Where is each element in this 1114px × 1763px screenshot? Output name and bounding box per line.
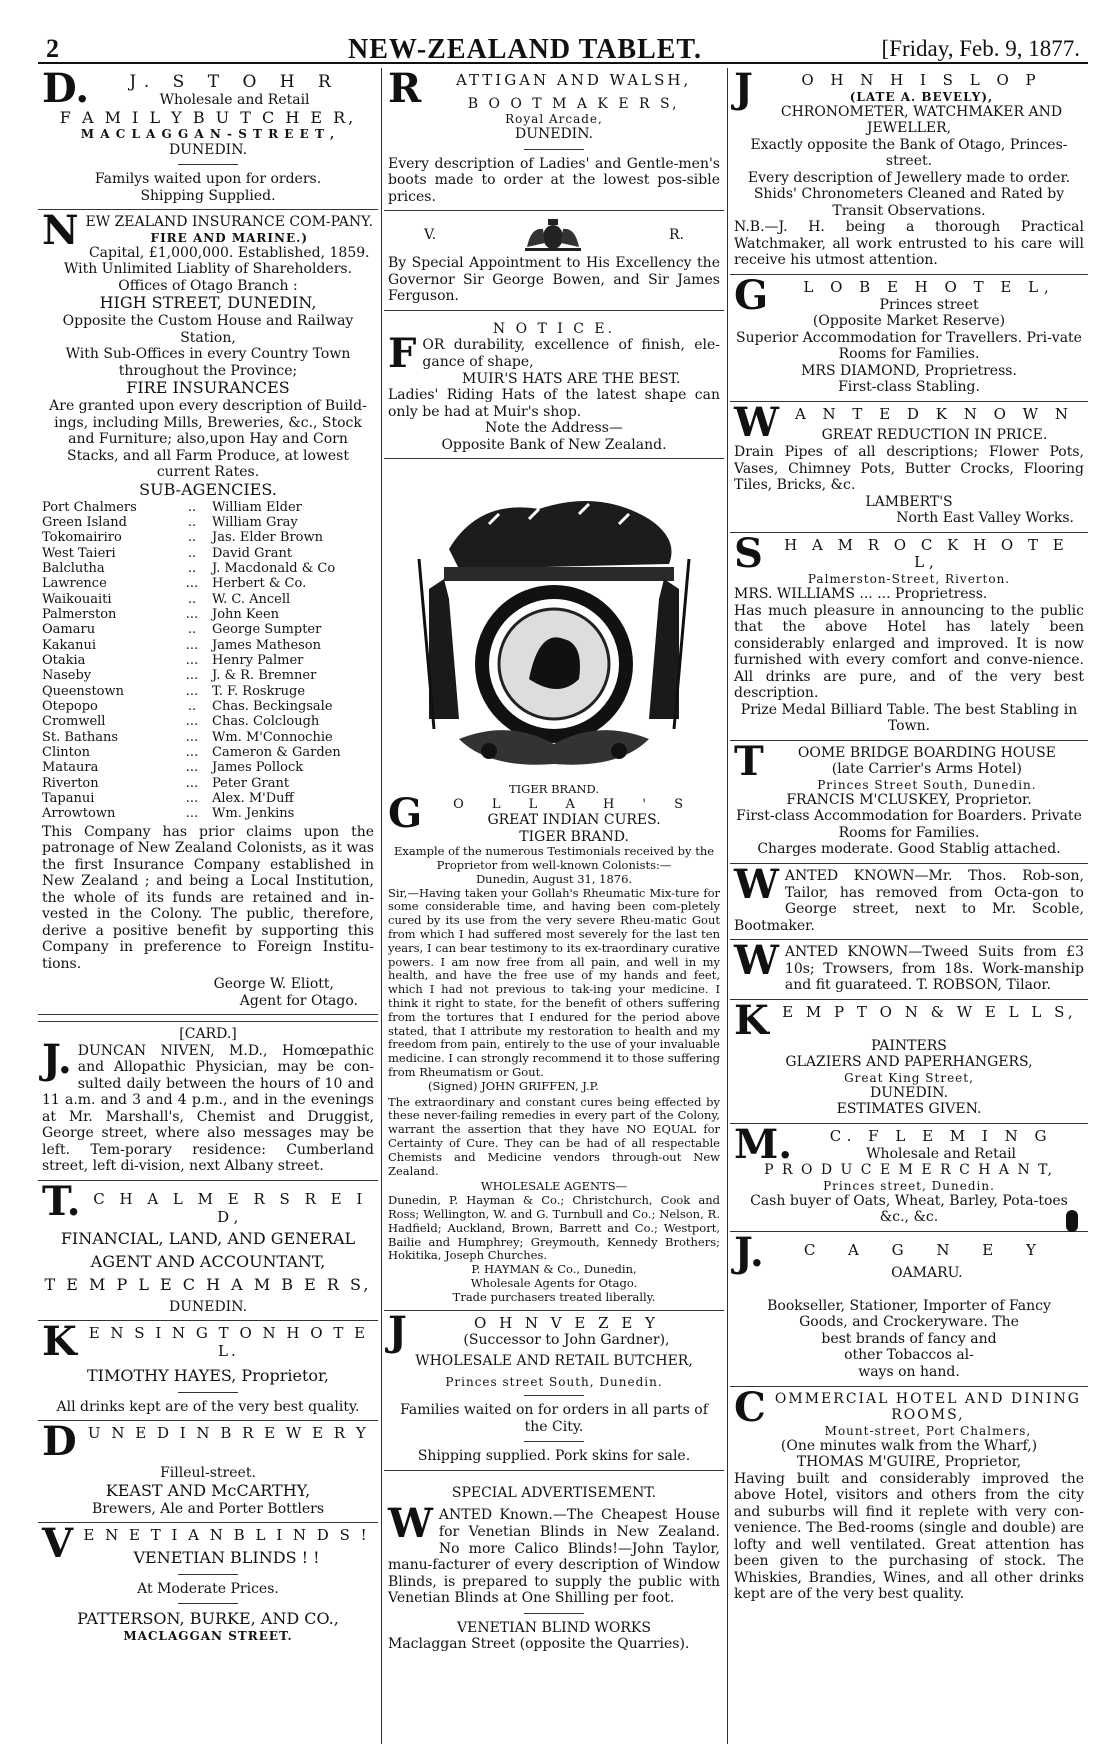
ad-text: TIMOTHY HAYES, Proprietor, [87, 1365, 329, 1385]
agent-name: David Grant [212, 545, 293, 561]
newspaper-title: NEW-ZEALAND TABLET. [348, 34, 703, 65]
ad-heading: J. S T O H R [129, 72, 340, 92]
ad-text: Shids' Chronometers Cleaned and Rated by Transit Observations. [753, 186, 1065, 219]
ad-text: Are granted upon every description of Build-ings, including Mills, Breweries, &c., Stock and Furniture; also,upon Hay and Corn Stacks, and all Farm Produce, at lowest current Rates. [49, 398, 367, 481]
ad-heading: C A G N E Y [803, 1240, 1050, 1259]
ad-text: (Opposite Market Reserve) [812, 313, 1006, 330]
ad-text: GREAT REDUCTION IN PRICE. [821, 427, 1048, 444]
agent-place: Kakanui [42, 637, 96, 653]
agent-dots: .. [187, 545, 197, 561]
ad-body: This Company has prior claims upon the patronage of New Zealand Colonists, as it was the first Insurance Company established in New Zealand ; and being a Local Institution, the whole of its funds are retained and in-vested in the Colony. The public, therefore, derive a positive benefit by supporting this Company in preference to Foreign Institu-tions. [42, 823, 374, 972]
ad-text: AGENT AND ACCOUNTANT, [90, 1252, 326, 1272]
ad-heading: SPECIAL ADVERTISEMENT. [451, 1484, 657, 1501]
ad-text: Royal Arcade, [505, 112, 603, 127]
agent-dots: ... [185, 606, 199, 622]
ad-gollah-cures [384, 459, 724, 1310]
ad-robson-tailor [730, 860, 1088, 940]
ad-text: P. HAYMAN & Co., Dunedin, [471, 1262, 637, 1277]
ad-niven [38, 1021, 378, 1181]
ad-text: Opposite Bank of New Zealand. [441, 436, 667, 453]
ad-heading: H A M R O C K H O T E L, [784, 535, 1069, 572]
ad-text: ways on hand. [858, 1363, 960, 1380]
ad-text: Bookseller, Stationer, Importer of Fancy [767, 1297, 1051, 1314]
ad-text: MRS. WILLIAMS ... ... Proprietress. [734, 586, 988, 603]
agent-place: Tapanui [42, 790, 95, 806]
ad-text: Wholesale Agents for Otago. [470, 1275, 638, 1290]
ad-text: First-class Stabling. [838, 379, 980, 396]
ad-text: T E M P L E C H A M B E R S, [44, 1274, 372, 1294]
ad-text: Shipping Supplied. [140, 187, 276, 204]
ad-nz-insurance [38, 207, 378, 1015]
drop-cap: N [42, 207, 79, 255]
agent-dots: .. [187, 499, 197, 515]
ad-text: Goods, and Crockeryware. The [799, 1314, 1019, 1331]
column-right [730, 68, 1088, 1744]
agent-dots: .. [187, 560, 197, 576]
agent-dots: ... [185, 744, 199, 760]
ad-kensington-hotel [38, 1318, 378, 1421]
ad-cagney [730, 1228, 1088, 1387]
ad-text: Families waited on for orders in all parts of the City. [400, 1402, 708, 1435]
ad-text: best brands of fancy and [821, 1330, 997, 1347]
ad-text: GREAT INDIAN CURES. [487, 812, 661, 829]
ad-text: ESTIMATES GIVEN. [836, 1101, 982, 1118]
ad-body: ANTED KNOWN—Mr. Thos. Rob-son, Tailor, has removed from Octa-gon to George street, next to Mr. Scoble, Bootmaker. [734, 867, 1084, 934]
ad-text: Every description of Jewellery made to order. [747, 169, 1071, 186]
signature-role: Agent for Otago. [239, 992, 358, 1009]
ad-text: Maclaggan Street (opposite the Quarries). [388, 1636, 690, 1653]
agent-name: John Keen [212, 606, 280, 622]
ad-text: F A M I L Y B U T C H E R, [59, 107, 357, 127]
agent-dots: ... [185, 683, 199, 699]
ad-heading: OOME BRIDGE BOARDING HOUSE [797, 744, 1056, 761]
testimonial-signature: (Signed) JOHN GRIFFEN, J.P. [428, 1078, 599, 1093]
agent-name: Peter Grant [212, 775, 290, 791]
ad-text: Trade purchasers treated liberally. [452, 1289, 656, 1304]
ad-body: The extraordinary and constant cures being effected by these never-failing remedies in every part of the Colony, warrant the assertion that they have NO EQUAL for Certainty of Cure. They can be had of all respectable Chemists and Medicine vendors through-out New Zealand. [388, 1094, 720, 1178]
ad-text: KEAST AND McCARTHY, [105, 1480, 311, 1500]
drop-cap: G [734, 272, 769, 319]
ad-text: Great King Street, [844, 1070, 974, 1085]
ad-body: By Special Appointment to His Excellency the Governor Sir George Bowen, and Sir James Ferguson. [388, 255, 720, 305]
ad-text: DUNEDIN. [168, 1298, 248, 1315]
ad-body: ANTED Known.—The Cheapest House for Venetian Blinds in New Zealand. No more Calico Blinds!—John Taylor, manu-facturer of every description of Window Blinds, is prepared to supply the public with Venetian Blinds at One Shilling per foot. [388, 1507, 720, 1607]
ad-globe-hotel [730, 272, 1088, 402]
agent-place: Otakia [42, 652, 86, 668]
page-number: 2 [46, 34, 59, 63]
divider [524, 1395, 584, 1396]
ad-text: Wholesale and Retail [866, 1145, 1017, 1162]
agent-name: William Gray [212, 514, 298, 530]
ad-body: OR durability, excellence of finish, ele-gance of shape, [422, 337, 720, 370]
ad-heading: N O T I C E. [492, 320, 616, 337]
agent-place: Arrowtown [42, 806, 116, 822]
ad-text: DUNEDIN. [514, 126, 594, 143]
column-middle [384, 68, 724, 1744]
agent-name: George Sumpter [212, 622, 322, 638]
ad-text: GLAZIERS AND PAPERHANGERS, [785, 1054, 1033, 1071]
ad-wanted-known-lambert [730, 398, 1088, 533]
agent-place: Riverton [42, 775, 99, 791]
ad-text: (Successor to John Gardner), [463, 1332, 670, 1349]
ad-text: (One minutes walk from the Wharf,) [780, 1437, 1038, 1454]
drop-cap: J [388, 1307, 407, 1355]
agent-name: Cameron & Garden [212, 744, 341, 760]
agent-name: James Pollock [212, 760, 304, 776]
agent-dots: ... [185, 790, 199, 806]
ad-kempton-wells [730, 996, 1088, 1124]
ad-hislop [730, 68, 1088, 275]
ad-muir-notice [384, 311, 724, 459]
ad-text: MACLAGGAN STREET. [123, 1628, 293, 1643]
ad-body: Drain Pipes of all descriptions; Flower Pots, Vases, Chimney Pots, Butter Crocks, Flooring Tiles, Bricks, &c. [734, 443, 1084, 494]
ad-heading: OMMERCIAL HOTEL AND DINING ROOMS, [774, 1390, 1081, 1424]
ad-heading: ATTIGAN AND WALSH, [455, 71, 692, 89]
ad-text: PAINTERS [871, 1037, 947, 1054]
agent-list: Dunedin, P. Hayman & Co.; Christchurch, Cook and Ross; Wellington, W. and G. Turnbull and Co.; Nelson, R. Hadfield; Auckland, Brown, Barrett and Co.; Westport, Bailie and Humphrey; Greymouth, Kennedy Brothers; Hokitika, Joseph Churches. [388, 1193, 720, 1263]
ad-text: First-class Accommodation for Boarders. Private Rooms for Families. [736, 808, 1082, 841]
agent-dots: .. [187, 698, 197, 714]
agent-place: Tokomairiro [42, 530, 122, 546]
ad-text: other Tobaccos al- [844, 1347, 974, 1364]
drop-cap: D [42, 1418, 77, 1466]
agent-dots: .. [187, 530, 197, 546]
agent-dots: ... [185, 637, 199, 653]
ad-text: At Moderate Prices. [137, 1580, 279, 1597]
ad-text: Princes Street South, Dunedin. [817, 777, 1037, 792]
agent-name: Herbert & Co. [212, 576, 307, 592]
ad-heading: E N E T I A N B L I N D S ! [83, 1526, 370, 1545]
agent-place: Naseby [42, 668, 92, 684]
agent-dots: ... [185, 729, 199, 745]
ad-vezey-butcher [384, 1307, 724, 1471]
agent-place: Cromwell [42, 714, 106, 730]
agent-name: T. F. Roskruge [212, 683, 306, 699]
ad-text: Familys waited upon for orders. [94, 171, 322, 188]
ad-text: FINANCIAL, LAND, AND GENERAL [60, 1229, 356, 1249]
drop-cap: W [734, 860, 779, 908]
divider [524, 149, 584, 150]
royal-arms-icon [521, 217, 585, 253]
ad-text: With Unlimited Liablity of Shareholders. [63, 261, 353, 278]
ad-body: ANTED KNOWN—Tweed Suits from £3 10s; Trowsers, from 18s. Work-manship and fit guarateed. T. ROBSON, Tilaor. [784, 944, 1084, 994]
drop-cap: F [388, 330, 417, 378]
ad-text: MUIR'S HATS ARE THE BEST. [462, 370, 681, 387]
drop-cap: D. [42, 68, 90, 112]
ad-royal-appointment [384, 211, 724, 311]
agent-name: Alex. M'Duff [212, 790, 294, 806]
ad-text: DUNEDIN. [869, 1084, 949, 1101]
ad-text: FRANCIS M'CLUSKEY, Proprietor. [786, 791, 1032, 808]
ad-text: Princes street South, Dunedin. [445, 1375, 663, 1390]
ad-heading: O H N V E Z E Y [474, 1313, 659, 1332]
signature: George W. Eliott, [213, 976, 334, 993]
ad-body: Has much pleasure in announcing to the public that the above Hotel has lately been considerably enlarged and improved. It is now furnished with every comfort and conve-nience. All drinks are pure, and of the very best description. [734, 602, 1084, 702]
agent-dots: ... [185, 668, 199, 684]
ad-heading: O L L A H ' S [453, 796, 696, 812]
agent-place: Lawrence [42, 576, 107, 592]
agent-dots: ... [185, 760, 199, 776]
drop-cap: T [734, 737, 764, 785]
newspaper-page [38, 24, 1088, 1744]
agent-place: Port Chalmers [42, 499, 137, 515]
column-rule [381, 68, 382, 1744]
ad-heading: EW ZEALAND INSURANCE COM-PANY. [85, 214, 374, 231]
agent-name: J. & R. Bremner [212, 668, 317, 684]
drop-cap: S [734, 529, 763, 577]
ad-text: PATTERSON, BURKE, AND CO., [77, 1609, 339, 1629]
ad-heading: A N T E D K N O W N [794, 404, 1074, 423]
divider [178, 1392, 238, 1393]
divider [178, 1603, 238, 1604]
ad-heading: E N S I N G T O N H O T E L. [88, 1324, 369, 1361]
ad-text: OAMARU. [891, 1265, 963, 1282]
agent-dots: .. [187, 591, 197, 607]
ad-subheading: SUB-AGENCIES. [139, 479, 277, 499]
issue-date: [Friday, Feb. 9, 1877. [881, 36, 1080, 61]
ad-text: HIGH STREET, DUNEDIN, [99, 293, 317, 313]
ad-body: DUNCAN NIVEN, M.D., Homœpathic and Allopathic Physician, may be con-sulted daily between the hours of 10 and 11 a.m. and 3 and 4 p.m., and in the evenings at Mr. Marshall's, Chemist and Druggist, George street, where also messages may be left. Tem-porary residence: Cumberland street, left di-vision, next Albany street. [42, 1042, 374, 1175]
drop-cap: V [42, 1520, 74, 1568]
agent-dots: ... [185, 576, 199, 592]
agent-name: Wm. Jenkins [212, 806, 295, 822]
ad-text: MRS DIAMOND, Proprietress. [801, 362, 1017, 379]
ad-heading: C H A L M E R S R E I D, [93, 1189, 368, 1226]
drop-cap: J. [734, 1228, 764, 1276]
ad-fleming [730, 1120, 1088, 1232]
agent-place: Palmerston [42, 606, 117, 622]
ad-text: B O O T M A K E R S, [467, 95, 680, 112]
ad-text: WHOLESALE AND RETAIL BUTCHER, [415, 1352, 693, 1369]
drop-cap: J. [42, 1035, 72, 1083]
drop-cap: G [388, 789, 423, 837]
ad-text: VENETIAN BLIND WORKS [457, 1619, 651, 1636]
agent-place: Waikouaiti [42, 591, 112, 607]
ad-heading: O H N H I S L O P [801, 71, 1042, 89]
ad-text: Princes street, Dunedin. [823, 1178, 995, 1193]
ad-text: Brewers, Ale and Porter Bottlers [91, 1500, 325, 1517]
ad-text: Prize Medal Billiard Table. The best Stabling in Town. [740, 701, 1078, 735]
agent-dots: .. [187, 514, 197, 530]
divider [178, 164, 238, 165]
agent-dots: ... [185, 806, 199, 822]
agent-name: Jas. Elder Brown [212, 530, 324, 546]
ad-stohr [38, 68, 378, 210]
divider [178, 1574, 238, 1575]
divider [524, 1441, 584, 1442]
agent-name: J. Macdonald & Co [212, 560, 336, 576]
ad-commercial-hotel [730, 1383, 1088, 1608]
ad-text: FIRE INSURANCES [126, 378, 290, 398]
agent-place: Balclutha [42, 560, 105, 576]
ad-text: Wholesale and Retail [159, 92, 310, 109]
ad-text: North East Valley Works. [896, 510, 1074, 527]
agent-place: St. Bathans [42, 729, 119, 745]
agent-place: Mataura [42, 760, 99, 776]
ad-text: DUNEDIN. [168, 141, 248, 158]
agent-dots: ... [185, 714, 199, 730]
ad-toome-bridge [730, 737, 1088, 864]
royal-r: R. [669, 227, 684, 244]
drop-cap: K [734, 996, 769, 1044]
ad-body: Every description of Ladies' and Gentle-men's boots made to order at the lowest pos-sible prices. [388, 155, 720, 205]
ad-text: Opposite the Custom House and Railway Station, [62, 313, 354, 346]
ad-text: Cash buyer of Oats, Wheat, Barley, Pota-toes &c., &c. [750, 1192, 1068, 1226]
ad-text: With Sub-Offices in every Country Town throughout the Province; [65, 346, 351, 379]
ad-text: (late Carrier's Arms Hotel) [831, 761, 1022, 778]
ad-chalmers-reid [38, 1177, 378, 1322]
tiger-brand-engraving [389, 469, 719, 779]
ad-text: CHRONOMETER, WATCHMAKER AND JEWELLER, [780, 103, 1063, 137]
ad-body: Ladies' Riding Hats of the latest shape can only be had at Muir's shop. [388, 387, 720, 420]
ad-venetian-blinds [38, 1520, 378, 1648]
royal-v: V. [424, 227, 437, 244]
ad-text: Palmerston-Street, Riverton. [807, 571, 1011, 586]
testimonial-letter: Sir,—Having taken your Gollah's Rheumatic Mix-ture for some considerable time, and having been com-pletely cured by its use from the very severe Rheu-matic Gout from which I had suffered most severely for the last ten years, I can bear testimony to its ex-traordinary curative powers. I am now free from all pain, and well in my health, and have the free use of my hands and feet, which I had not previous to tak-ing your medicine. I think it right to state, for the benefit of others suffering from the tortures that I endured for the period above stated, that I attribute my restoration to health and my freedom from pain, entirely to the use of your invaluable medicine. I can strongly recommend it to those suffering from Rheumatism or Gout. [388, 885, 720, 1079]
letter-dateline: Dunedin, August 31, 1876. [475, 871, 633, 886]
ad-text: All drinks kept are of the very best quality. [56, 1398, 360, 1415]
agent-name: W. C. Ancell [212, 591, 291, 607]
image-caption: TIGER BRAND. [508, 782, 600, 797]
drop-cap: W [734, 398, 779, 446]
ad-text: Offices of Otago Branch : [118, 277, 298, 294]
agent-list [42, 500, 374, 822]
drop-cap: T. [42, 1177, 81, 1225]
agent-dots: ... [185, 652, 199, 668]
ad-text: Example of the numerous Testimonials received by the Proprietor from well-known Colonists:— [393, 844, 715, 873]
ad-text: Capital, £1,000,000. Established, 1859. [88, 244, 370, 261]
column-left [38, 68, 378, 1744]
agent-place: Green Island [42, 514, 127, 530]
ad-heading: L O B E H O T E L, [803, 278, 1055, 296]
agent-name: Chas. Colclough [212, 714, 320, 730]
agent-name: William Elder [212, 499, 302, 515]
ad-text: Filleul-street. [160, 1465, 256, 1482]
ad-text: Shipping supplied. Pork skins for sale. [417, 1448, 691, 1465]
drop-cap: R [388, 68, 422, 112]
ad-shamrock-hotel [730, 529, 1088, 741]
ad-text: Exactly opposite the Bank of Otago, Princes-street. [750, 136, 1068, 170]
ad-text: TIGER BRAND. [519, 828, 629, 845]
ad-text: LAMBERT'S [865, 493, 953, 510]
ad-heading: U N E D I N B R E W E R Y [87, 1424, 369, 1443]
divider [524, 1613, 584, 1614]
ad-dunedin-brewery [38, 1418, 378, 1523]
agent-dots: .. [187, 622, 197, 638]
agent-dots: ... [185, 775, 199, 791]
ad-text: Mount-street, Port Chalmers, [824, 1423, 1032, 1438]
royal-arms-row [388, 215, 720, 255]
agent-place: West Taieri [42, 545, 116, 561]
ad-text: (LATE A. BEVELY), [849, 89, 994, 104]
agent-name: James Matheson [212, 637, 322, 653]
ad-tweed-suits [730, 937, 1088, 1000]
agent-place: Queenstown [42, 683, 125, 699]
ad-text: THOMAS M'GUIRE, Proprietor, [796, 1454, 1022, 1471]
agent-name: Henry Palmer [212, 652, 304, 668]
ad-text: P R O D U C E M E R C H A N T, [764, 1162, 1054, 1179]
agent-name: Chas. Beckingsale [212, 698, 333, 714]
ad-body: N.B.—J. H. being a thorough Practical Watchmaker, all work entrusted to his care will receive his utmost attention. [734, 219, 1084, 269]
ad-body: Having built and considerably improved the above Hotel, visitors and others from the city and suburbs will find it replete with very con-venience. The Bed-rooms (single and double) are lofty and well ventilated. Great attention has been given to the purchasing of stock. The Whiskies, Brandies, Wines, and all other drinks kept are of the very best quality. [734, 1470, 1084, 1603]
page-header [38, 24, 1088, 64]
ad-heading: C. F L E M I N G [829, 1126, 1053, 1145]
ad-text: Superior Accommodation for Travellers. Pri-vate Rooms for Families. [736, 329, 1082, 363]
drop-cap: C [734, 1383, 766, 1431]
ad-text: FIRE AND MARINE.) [150, 230, 308, 245]
agent-place: Otepopo [42, 698, 98, 714]
ad-text: VENETIAN BLINDS ! ! [133, 1547, 320, 1567]
drop-cap: M. [734, 1120, 793, 1168]
agent-place: Oamaru [42, 622, 96, 638]
drop-cap: K [42, 1318, 77, 1366]
ad-text: Charges moderate. Good Stablig attached. [757, 841, 1061, 858]
drop-cap: W [388, 1500, 433, 1548]
ad-special-advertisement [384, 1471, 724, 1658]
ad-text: Princes street [879, 296, 979, 313]
drop-cap: W [734, 937, 779, 985]
ad-heading: E M P T O N & W E L L S, [782, 1002, 1077, 1021]
agent-place: Clinton [42, 744, 91, 760]
ink-blot [1066, 1210, 1078, 1232]
column-rule [727, 68, 728, 1744]
card-label: [CARD.] [179, 1026, 237, 1043]
drop-cap: J [734, 68, 753, 112]
agent-name: Wm. M'Connochie [212, 729, 333, 745]
ad-rattigan-walsh [384, 68, 724, 211]
ad-text: M A C L A G G A N - S T R E E T , [80, 127, 336, 142]
ad-subheading: WHOLESALE AGENTS— [480, 1179, 628, 1194]
ad-text: Note the Address— [485, 420, 623, 437]
